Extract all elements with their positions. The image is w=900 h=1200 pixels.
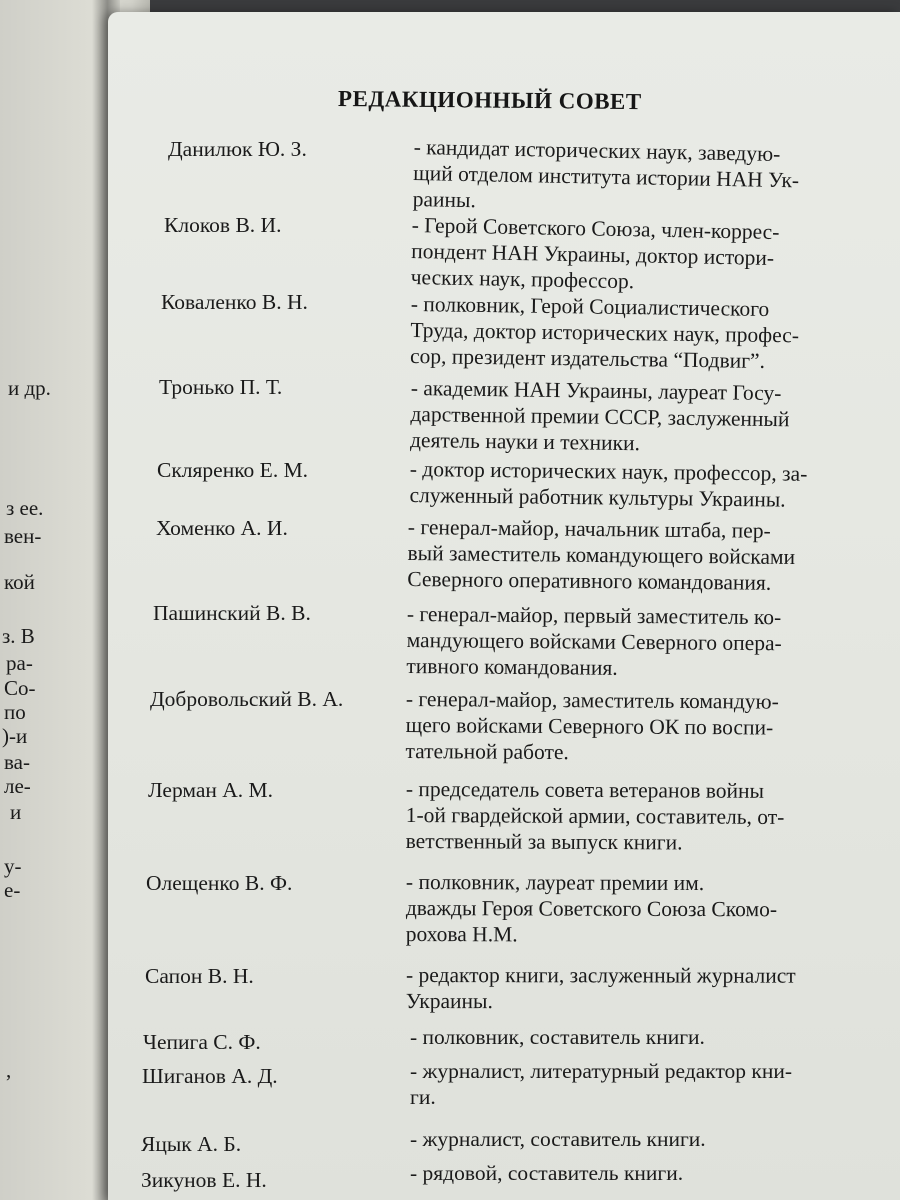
member-description: - Герой Советского Союза, член-коррес- пондент НАН Украины, доктор истори- ческих наук, профессор. — [410, 212, 780, 294]
member-name: Данилюк Ю. З. — [168, 137, 307, 161]
member-name: Скляренко Е. М. — [157, 458, 309, 482]
member-description: - доктор исторических наук, профессор, за- служенный работник культуры Украины. — [409, 456, 808, 512]
member-name: Тронько П. Т. — [159, 375, 283, 399]
left-page-fragment: по — [4, 700, 26, 724]
member-description: - кандидат исторических наук, заведую- щий отделом института истории НАН Ук- раины. — [412, 134, 800, 213]
member-description: - журналист, литературный редактор кни- ги. — [410, 1059, 793, 1109]
page-title: РЕДАКЦИОННЫЙ СОВЕТ — [337, 86, 642, 115]
member-description: - генерал-майор, первый заместитель ко- мандующего войсками Северного опера- тивного командования. — [406, 601, 782, 680]
member-description: - генерал-майор, заместитель командую- щего войсками Северного ОК по воспи- тательной работе. — [405, 687, 779, 765]
member-name: Клоков В. И. — [164, 213, 282, 237]
left-page-fragment: и — [10, 800, 22, 824]
left-page-fragment: у- — [4, 854, 22, 878]
member-description: - рядовой, составитель книги. — [410, 1161, 684, 1185]
left-page-fragment: ле- — [4, 774, 31, 798]
member-description: - генерал-майор, начальник штаба, пер- вый заместитель командующего войсками Северного оперативного командования. — [407, 514, 796, 595]
member-name: Зикунов Е. Н. — [141, 1168, 267, 1192]
member-description: - председатель совета ветеранов войны 1-ой гвардейской армии, составитель, от- ветственный за выпуск книги. — [405, 777, 785, 855]
left-page-fragment: ва- — [4, 750, 30, 774]
member-name: Добровольский В. А. — [150, 687, 344, 711]
left-page-fragment: з. В — [2, 624, 35, 648]
left-page-fragment: з ее. — [6, 496, 44, 520]
member-description: - полковник, составитель книги. — [410, 1025, 705, 1049]
member-name: Чепига С. Ф. — [143, 1030, 261, 1054]
left-page-fragment: , — [6, 1058, 12, 1082]
member-name: Лерман А. М. — [148, 778, 274, 802]
member-name: Коваленко В. Н. — [161, 290, 308, 314]
left-page-fragment: е- — [4, 878, 21, 902]
left-page-fragment: )-и — [2, 724, 28, 748]
left-page-fragment: ра- — [6, 651, 33, 675]
member-name: Пашинский В. В. — [153, 601, 311, 625]
member-name: Яцык А. Б. — [141, 1132, 242, 1156]
member-description: - журналист, составитель книги. — [410, 1127, 706, 1151]
member-name: Олещенко В. Ф. — [146, 871, 293, 895]
member-description: - редактор книги, заслуженный журналист Украины. — [405, 963, 796, 1014]
member-description: - полковник, лауреат премии им. дважды Героя Советского Союза Скомо- рохова Н.М. — [405, 870, 778, 947]
member-description: - академик НАН Украины, лауреат Госу- дарственной премии СССР, заслуженный деятель науки и техники. — [409, 375, 790, 456]
member-name: Шиганов А. Д. — [142, 1064, 278, 1088]
left-page-fragment: кой — [4, 570, 35, 594]
left-page-fragment: и др. — [8, 376, 51, 400]
left-page-fragment: Со- — [4, 676, 36, 700]
left-page-fragment: вен- — [4, 524, 42, 548]
member-name: Сапон В. Н. — [145, 964, 254, 988]
member-description: - полковник, Герой Социалистического Труда, доктор исторических наук, профес- сор, президент издательства “Подвиг”. — [409, 291, 800, 373]
member-name: Хоменко А. И. — [156, 516, 288, 540]
